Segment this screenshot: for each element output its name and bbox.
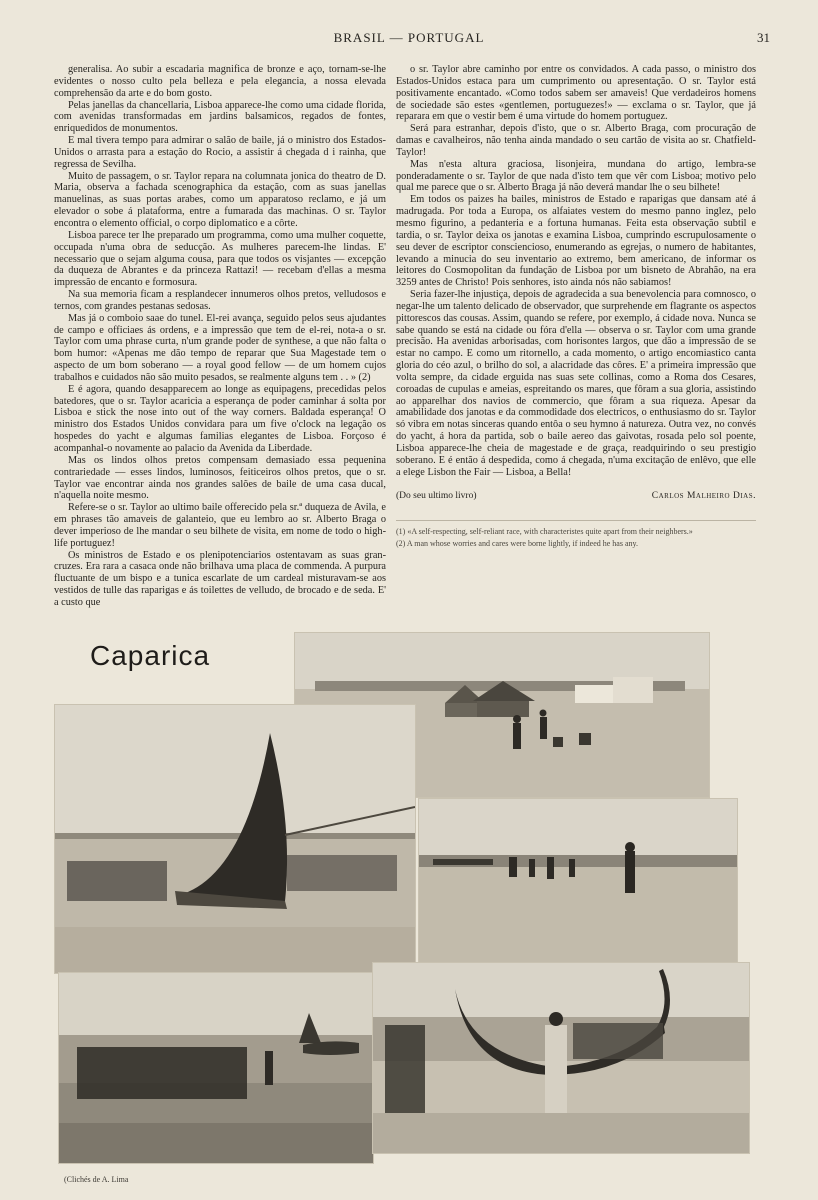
beach-figures-image: [419, 799, 737, 963]
paragraph: E mal tivera tempo para admirar o salão de baile, já o ministro dos Estados-Unidos o arrasta para a estação do Rocio, a assistir á chegada d i rainha, que regressa de Sevilha.: [54, 135, 386, 170]
article-signoff: [396, 491, 756, 503]
photo-beach-figures: [418, 798, 738, 964]
paragraph: Mas n'esta altura graciosa, lisonjeira, mundana do artigo, lembra-se ponderadamente o sr. Taylor de que nada d'isto tem que vêr com Lisboa; motivo pelo qual me parece que o sr. Alberto Braga já não deverá mandar lhe o seu bilhete!: [396, 158, 756, 194]
boat-on-shore-image: [55, 705, 415, 973]
footnotes: [396, 520, 756, 549]
author-name: Carlos Malheiro Dias.: [651, 490, 756, 501]
running-title: BRASIL — PORTUGAL: [333, 30, 485, 45]
article-column-right: [396, 64, 756, 551]
photo-boat-on-shore: [54, 704, 416, 974]
paragraph: Pelas janellas da chancellaria, Lisboa apparece-lhe como uma cidade florida, com avenidas transformadas em jardins balsamicos, regados de fontes, enriquedidos de monumentos.: [54, 99, 386, 135]
page-number: 31: [757, 30, 770, 45]
page-header: [0, 30, 818, 48]
crowd-water-image: [59, 973, 373, 1163]
photo-credit: (Clichés de A. Lima: [64, 1175, 129, 1184]
paragraph: Na sua memoria ficam a resplandecer innumeros olhos pretos, velludosos e ternos, com grandes pestanas sedosas.: [54, 289, 386, 312]
paragraph: Em todos os paizes ha bailes, ministros de Estado e raparigas que dansam até á madrugada. Por toda a Europa, os alfaiates vestem do mesmo panno inglez, pelo mesmo figurino, a pedanteria e a fortuna humanas. Feita esta observação subtil e tardia, o sr. Taylor deixa os janotas e examina Lisboa, cumprindo escrupulosamente o seu dever de escriptor consciencioso, enumerando as egrejas, o numero de habitantes, levando a minucia do seu inventario ao extremo, bem americano, de informar os leitores do Cosmopolitan da fundação de Lisboa por um bisneto de Abrahão, na era 3259 antes de Christo! Pois senhores, isto ainda nós não sabiamos!: [396, 194, 756, 289]
paragraph: Os ministros de Estado e os plenipotenciarios ostentavam as suas gran-cruzes. Era rara a casaca onde não brilhava uma placa de commenda. A purpura fluctuante de um bispo e a tunica escarlate de um cardeal misturavam-se aos vestidos de tulle das raparigas e ás toilettes de velludo, de brocado e de seda. E' a custo que: [54, 549, 386, 608]
section-title: Caparica: [90, 640, 211, 671]
paragraph: E é agora, quando desapparecem ao longe as equipagens, precedidas pelos batedores, que o sr. Taylor acaricia a esperança de poder caminhar á solta por Lisboa e stick the nose into out of the way corners. Baldada esperança! O ministro dos Estados Unidos convidara para um five o'clock na legação os hospedes do yacht e algumas familias elegantes de Lisboa. Forçoso é acompanhal-o novamente ao palacio da Avenida da Liberdade.: [54, 383, 386, 454]
boat-fishermen-image: [373, 963, 749, 1153]
footnote: (1) «A self-respecting, self-reliant race, with characteristes quite apart from their neighbers.»: [396, 527, 693, 537]
paragraph: Seria fazer-lhe injustiça, depois de agradecida a sua benevolencia para comnosco, o negar-lhe um talento delicado de observador, que surprehende em flagrante os aspectos pittorescos das cousas. Assim, quando se refere, por exemplo, á cidade nova. Nunca se sabe quando se está na cidade ou fóra d'ella — observa o sr. Taylor com uma grande precisão. Ha avenidas arborisadas, com horisontes largos, que dão a impressão de se estar no campo. E como um ritornello, a cada momento, o artigo encomiastico canta gloria do céo azul, o brilho do sol, a alacridade das côres. E' a primeira impressão que volta sempre, da cidade erguida nas suas sete collinas, como a Roma dos Cesares, coroadas de cupulas e ameias, espreitando os mares, que fôram a sua gloria, assistindo ao apparelhar dos navios de commercio, que fôram a sua riqueza. Apesar da amabilidade dos janotas e da commodidade dos electricos, o enthusiasmo do sr. Taylor só vibra em notas sinceras quando entôa o seu hymno á natureza. Outra vez, no convés do yacht, á hora da partida, sob o baile aereo das gaivotas, rosada pelo sol poente, Lisboa apparece-lhe cheia de magestade e de graça, readquirindo o seu prestigio soberano. E é então á despedida, como á chegada, n'uma excitação de enlêvo, que elle a elege Lisbon the Fair — Lisboa, a Bella!: [396, 289, 756, 478]
paragraph: generalisa. Ao subir a escadaria magnifica de bronze e aço, tornam-se-lhe evidentes o nosso culto pela belleza e pela elegancia, a nossa elevada comprehensão da arte e do bom gosto.: [54, 64, 386, 99]
footnote: (2) A man whose worries and cares were borne lightly, if indeed he has any.: [396, 539, 638, 549]
paragraph: Refere-se o sr. Taylor ao ultimo baile offerecido pela sr.ª duqueza de Avila, e em phrases tão amaveis de galanteio, que eu lembro ao sr. Alberto Braga o dever imperioso de lhe mandar o seu bilhete de visita, em nome de todo o high-life portuguez!: [54, 502, 386, 549]
source-note: (Do seu ultimo livro): [396, 490, 477, 501]
paragraph: Muito de passagem, o sr. Taylor repara na columnata jonica do theatro de D. Maria, observa a fachada scenographica da estação, com as suas janellas manuelinas, as suas portas arabes, como um apparatoso reclamo, e já um elevador o sobe á plataforma, entre a fumarada das machinas. O sr. Taylor encontra o elemento official, o corpo diplomatico e a côrte.: [54, 170, 386, 229]
paragraph: Será para estranhar, depois d'isto, que o sr. Alberto Braga, com procuração de damas e cavalheiros, não tenha ainda mandado o seu cartão de visita ao sr. Chatfield-Taylor!: [396, 123, 756, 158]
paragraph: Mas já o comboio saae do tunel. El-rei avança, seguido pelos seus ajudantes de campo e officiaes ás ordens, e a impressão que tem de el-rei, nota-a o sr. Taylor com uma phrase curta, n'um grande poder de synthese, a que não falta o bom humor: «Apenas me dão tempo de reparar que Sua Magestade tem o aspecto de um bom soberano — a royal good fellow — de um homem cujos trabalhos e cuidados não são muito pesados, se realmente alguns tem . . » (2): [54, 312, 386, 383]
photo-boat-fishermen: [372, 962, 750, 1154]
paragraph: o sr. Taylor abre caminho por entre os convidados. A cada passo, o ministro dos Estados-Unidos estaca para um cumprimento ou apresentação. O sr. Taylor está positivamente encantado. «Como todos sabem ser amaveis! Que verdadeiros homens de sociedade são estes «gentlemen, portuguezes!» — exclama o sr. Taylor, que já reparara em que o vestir bem é uma virtude do homem portuguez.: [396, 64, 756, 123]
paragraph: Lisboa parece ter lhe preparado um programma, como uma mulher coquette, occupada n'uma obra de seducção. As mulheres parecem-lhe lindas. E' necessario que o sejam alguma cousa, para que todos os visjantes — excepção da duqueza de Abrantes e da princeza Rattazi! — recebam d'ellas a mesma impressão de encanto e formosura.: [54, 229, 386, 289]
paragraph: Mas os lindos olhos pretos compensam demasiado essa pequenina contrariedade — esses lindos, luminosos, feiticeiros olhos pretos, que o sr. Taylor vae encontrar ainda nos grandes salões de baile de uma casa ducal, n'aquella noite mesmo.: [54, 454, 386, 502]
photo-crowd-water: [58, 972, 374, 1164]
article-column-left: [54, 64, 386, 609]
